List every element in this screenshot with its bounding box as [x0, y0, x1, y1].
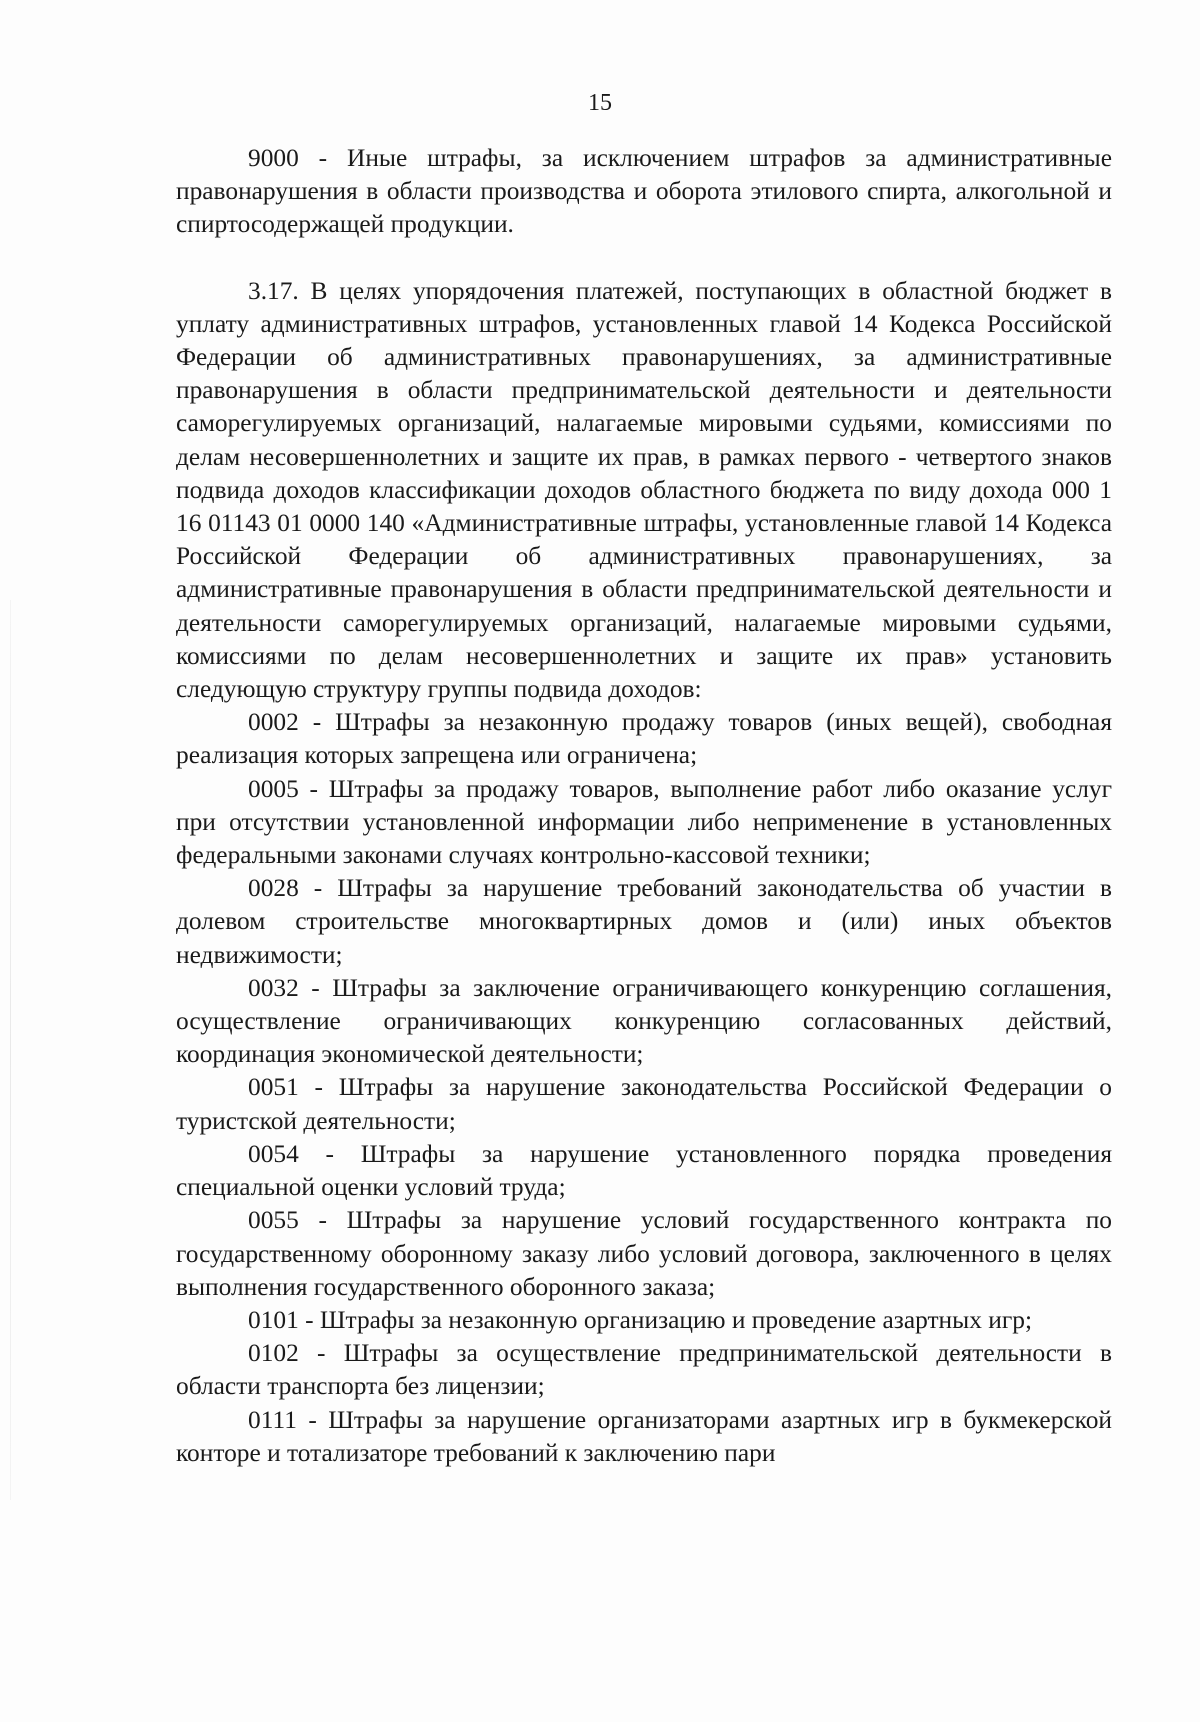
- page-number: 15: [588, 90, 612, 116]
- paragraph-code-9000: 9000 - Иные штрафы, за исключением штрафов за административные правонарушения в области производства и оборота этилового спирта, алкогольной и спиртосодержащей продукции.: [176, 144, 1112, 239]
- list-item-code-0002: 0002 - Штрафы за незаконную продажу товаров (иных вещей), свободная реализация которых запрещена или ограничена;: [176, 708, 1112, 770]
- list-item-code-0055: 0055 - Штрафы за нарушение условий государственного контракта по государственному оборонному заказу либо условий договора, заключенного в целях выполнения государственного оборонного заказа;: [176, 1206, 1112, 1301]
- list-item-code-0102: 0102 - Штрафы за осуществление предпринимательской деятельности в области транспорта без лицензии;: [176, 1339, 1112, 1401]
- paragraph-section-3-17: 3.17. В целях упорядочения платежей, поступающих в областной бюджет в уплату административных штрафов, установленных главой 14 Кодекса Российской Федерации об административных правонарушениях, за административные правонарушения в области предпринимательской деятельности и деятельности саморегулируемых организаций, налагаемые мировыми судьями, комиссиями по делам несовершеннолетних и защите их прав, в рамках первого - четвертого знаков подвида доходов классификации доходов областного бюджета по виду дохода 000 1 16 01143 01 0000 140 «Административные штрафы, установленные главой 14 Кодекса Российской Федерации об административных правонарушениях, за административные правонарушения в области предпринимательской деятельности и деятельности саморегулируемых организаций, налагаемые мировыми судьями, комиссиями по делам несовершеннолетних и защите их прав» установить следующую структуру группы подвида доходов:: [176, 276, 1112, 704]
- list-item-code-0054: 0054 - Штрафы за нарушение установленного порядка проведения специальной оценки условий труда;: [176, 1139, 1112, 1202]
- list-item-code-0028: 0028 - Штрафы за нарушение требований законодательства об участии в долевом строительстве многоквартирных домов и (или) иных объектов недвижимости;: [176, 874, 1112, 969]
- list-item-code-0101: 0101 - Штрафы за незаконную организацию и проведение азартных игр;: [248, 1305, 1032, 1334]
- scan-edge-shadow: [10, 600, 11, 1500]
- document-body: [176, 142, 1112, 1470]
- list-item-code-0111: 0111 - Штрафы за нарушение организаторами азартных игр в букмекерской конторе и тотализаторе требований к заключению пари: [176, 1405, 1112, 1467]
- list-item-code-0051: 0051 - Штрафы за нарушение законодательства Российской Федерации о туристской деятельности;: [176, 1073, 1112, 1135]
- list-item-code-0032: 0032 - Штрафы за заключение ограничивающего конкуренцию соглашения, осуществление ограничивающих конкуренцию согласованных действий, координация экономической деятельности;: [176, 973, 1112, 1069]
- list-item-code-0005: 0005 - Штрафы за продажу товаров, выполнение работ либо оказание услуг при отсутствии установленной информации либо неприменение в установленных федеральными законами случаях контрольно-кассовой техники;: [176, 774, 1112, 870]
